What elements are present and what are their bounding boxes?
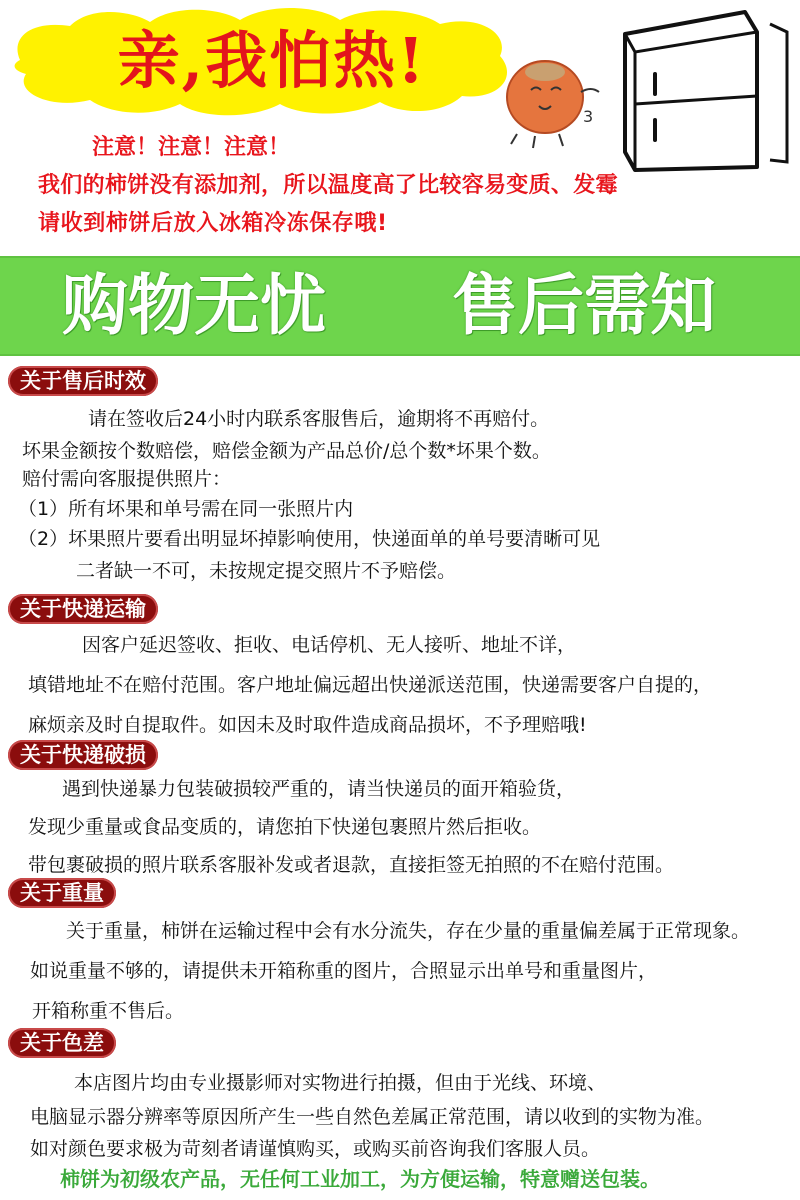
warning-line: 请收到柿饼后放入冰箱冷冻保存哦! xyxy=(38,211,388,236)
section-line: 麻烦亲及时自提取件。如因未及时取件造成商品损坏，不予理赔哦! xyxy=(28,714,587,736)
section-tag: 关于售后时效 xyxy=(8,366,158,396)
section-line: 坏果金额按个数赔偿，赔偿金额为产品总价/总个数*坏果个数。 xyxy=(22,440,551,462)
page-title: 亲,我怕热! xyxy=(117,24,427,97)
section-line: 填错地址不在赔付范围。客户地址偏远超出快递派送范围，快递需要客户自提的， xyxy=(28,674,713,696)
section-line: 请在签收后24小时内联系客服售后，逾期将不再赔付。 xyxy=(88,408,550,430)
section-tag: 关于重量 xyxy=(8,878,116,908)
section-line: 赔付需向客服提供照片： xyxy=(22,468,232,490)
banner-title-left: 购物无忧 xyxy=(62,267,326,344)
svg-text:3: 3 xyxy=(583,107,594,126)
section-line: 开箱称重不售后。 xyxy=(32,1000,185,1022)
warning-line: 我们的柿饼没有添加剂，所以温度高了比较容易变质、发霉 xyxy=(38,173,618,198)
section-line: 本店图片均由专业摄影师对实物进行拍摄，但由于光线、环境、 xyxy=(74,1072,607,1094)
section-line: 遇到快递暴力包装破损较严重的，请当快递员的面开箱验货， xyxy=(62,778,576,800)
section-tag: 关于快递运输 xyxy=(8,594,158,624)
section-line: （2）坏果照片要看出明显坏掉影响使用，快递面单的单号要清晰可见 xyxy=(18,528,601,550)
section-tag: 关于快递破损 xyxy=(8,740,158,770)
section-line: 如对颜色要求极为苛刻者请谨慎购买，或购买前咨询我们客服人员。 xyxy=(30,1138,601,1160)
refrigerator-icon xyxy=(495,2,800,172)
section-line: 电脑显示器分辨率等原因所产生一些自然色差属正常范围，请以收到的实物为准。 xyxy=(30,1106,715,1128)
header xyxy=(0,0,800,255)
section-line: 发现少重量或食品变质的，请您拍下快递包裹照片然后拒收。 xyxy=(28,816,542,838)
section-line: 带包裹破损的照片联系客服补发或者退款，直接拒签无拍照的不在赔付范围。 xyxy=(28,854,675,876)
section-tag: 关于色差 xyxy=(8,1028,116,1058)
section-line: 如说重量不够的，请提供未开箱称重的图片，合照显示出单号和重量图片， xyxy=(30,960,658,982)
footer-note: 柿饼为初级农产品，无任何工业加工，为方便运输，特意赠送包装。 xyxy=(60,1167,660,1191)
warning-line: 注意！注意！注意！ xyxy=(92,135,291,160)
persimmon-character-icon xyxy=(507,61,599,148)
section-line: 因客户延迟签收、拒收、电话停机、无人接听、地址不详， xyxy=(82,634,577,656)
section-line: 关于重量，柿饼在运输过程中会有水分流失，存在少量的重量偏差属于正常现象。 xyxy=(66,920,751,942)
section-line: 二者缺一不可，未按规定提交照片不予赔偿。 xyxy=(76,560,457,582)
section-line: （1）所有坏果和单号需在同一张照片内 xyxy=(18,498,354,520)
banner-title-right: 售后需知 xyxy=(452,267,716,344)
banner xyxy=(0,256,800,356)
